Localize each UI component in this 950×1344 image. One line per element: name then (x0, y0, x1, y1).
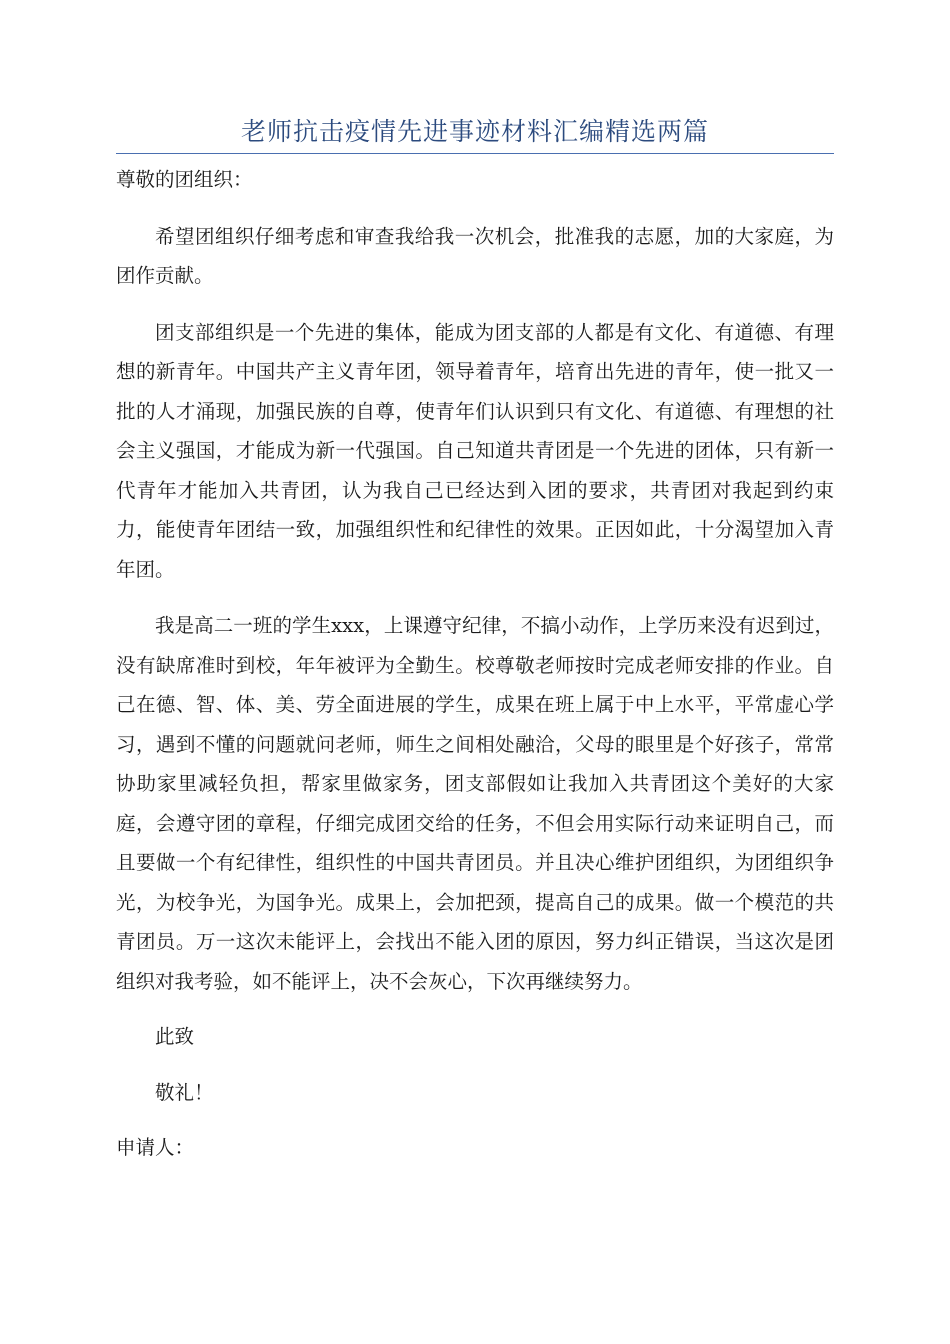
paragraph-2: 团支部组织是一个先进的集体，能成为团支部的人都是有文化、有道德、有理想的新青年。中国共产主义青年团，领导着青年，培育出先进的青年，使一批又一批的人才涌现，加强民族的自尊，使青年们认识到只有文化、有道德、有理想的社会主义强国，才能成为新一代强国。自己知道共青团是一个先进的团体，只有新一代青年才能加入共青团，认为我自己已经达到入团的要求，共青团对我起到约束力，能使青年团结一致，加强组织性和纪律性的效果。正因如此，十分渴望加入青年团。 (116, 320, 834, 581)
salutation: 尊敬的团组织： (116, 168, 253, 191)
document-body (116, 150, 834, 1168)
closing-line-1: 此致 (155, 1025, 195, 1048)
closing-line-2: 敬礼！ (155, 1080, 214, 1104)
paragraph-3: 我是高二一班的学生xxx，上课遵守纪律，不搞小动作，上学历来没有迟到过，没有缺席准时到校，年年被评为全勤生。校尊敬老师按时完成老师安排的作业。自己在德、智、体、美、劳全面进展的学生，成果在班上属于中上水平，平常虚心学习，遇到不懂的问题就问老师，师生之间相处融洽，父母的眼里是个好孩子，常常协助家里减轻负担，帮家里做家务，团支部假如让我加入共青团这个美好的大家庭，会遵守团的章程，仔细完成团交给的任务，不但会用实际行动来证明自己，而且要做一个有纪律性，组织性的中国共青团员。并且决心维护团组织，为团组织争光，为校争光，为国争光。成果上，会加把颈，提高自己的成果。做一个模范的共青团员。万一这次未能评上，会找出不能入团的原因，努力纠正错误，当这次是团组织对我考验，如不能评上，决不会灰心，下次再继续努力。 (116, 614, 834, 993)
document-title: 老师抗击疫情先进事迹材料汇编精选两篇 (240, 117, 709, 146)
signature-label: 申请人： (116, 1136, 195, 1159)
paragraph-1: 希望团组织仔细考虑和审查我给我一次机会，批准我的志愿，加的大家庭，为团作贡献。 (116, 224, 834, 287)
